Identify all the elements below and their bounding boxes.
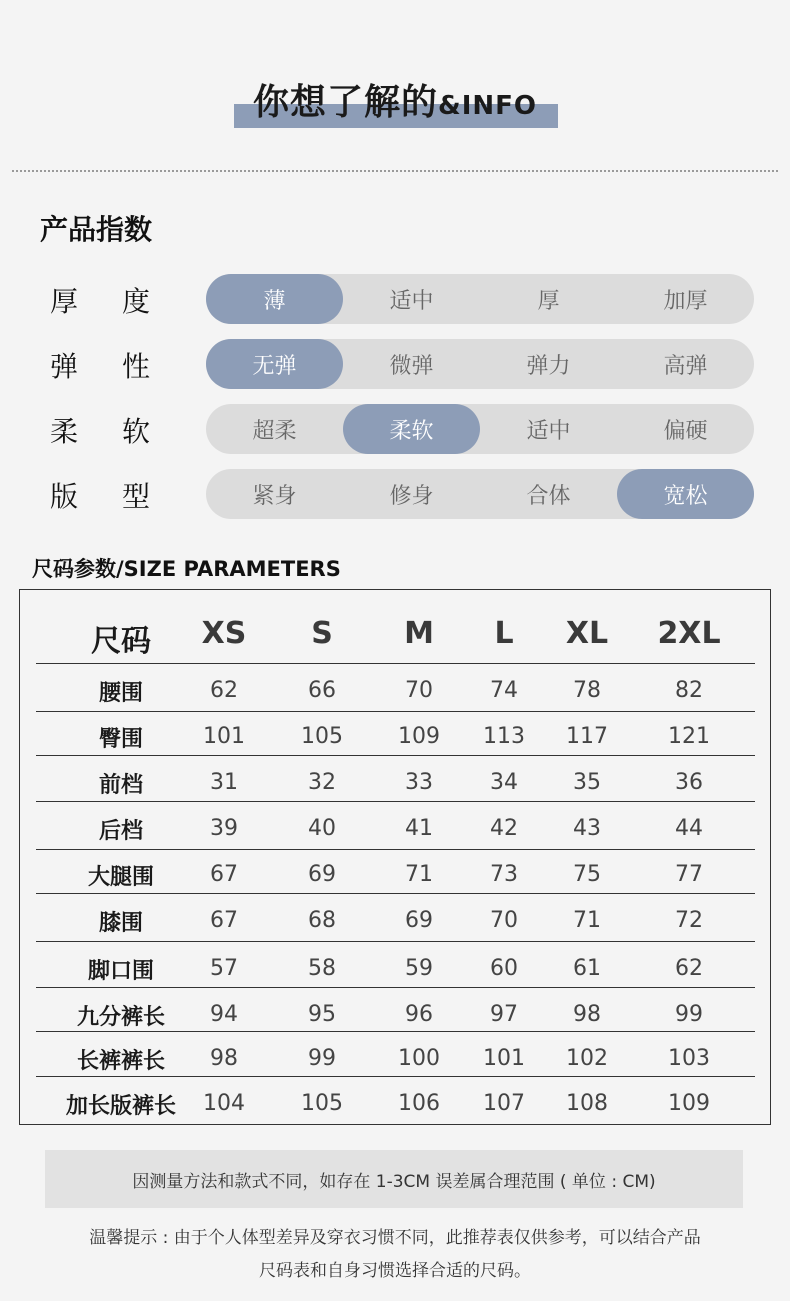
table-cell: 109 [668,1091,710,1116]
attribute-label-char: 软 [121,415,150,448]
table-cell: 67 [210,862,238,887]
table-row [36,942,755,988]
table-cell: 40 [308,816,336,841]
dotted-divider [12,170,778,172]
attribute-label [40,345,160,385]
table-cell: 99 [675,1002,703,1027]
size-header-label: 尺码 [91,624,151,659]
table-cell: 61 [573,956,601,981]
table-cell: 101 [203,724,245,749]
table-cell: 95 [308,1002,336,1027]
attribute-option: 偏硬 [663,418,708,444]
table-cell: 99 [308,1046,336,1071]
table-cell: 75 [573,862,601,887]
attribute-row [0,469,790,521]
page-title-en: &INFO [438,91,537,121]
table-cell: 36 [675,770,703,795]
page-title-cn: 你想了解的 [253,82,439,123]
attribute-row [0,274,790,326]
table-row [36,1077,755,1123]
attribute-option-selected: 柔软 [343,404,480,454]
table-row [36,664,755,712]
table-row [36,848,755,894]
table-cell: 43 [573,816,601,841]
attribute-option: 修身 [389,483,434,509]
page-title [0,74,790,125]
size-header-xl: XL [565,616,609,651]
table-cell: 103 [668,1046,710,1071]
table-cell: 70 [405,678,433,703]
table-cell: 42 [490,816,518,841]
table-cell: 82 [675,678,703,703]
row-label: 前档 [98,773,143,798]
attribute-option: 高弹 [663,353,708,379]
row-label: 大腿围 [87,865,154,890]
table-cell: 107 [483,1091,525,1116]
table-cell: 98 [210,1046,238,1071]
table-cell: 62 [675,956,703,981]
attribute-label-char: 柔 [50,415,79,448]
size-header-l: L [494,616,514,651]
table-cell: 60 [490,956,518,981]
attribute-option: 厚 [537,288,560,314]
attribute-option: 弹力 [526,353,571,379]
product-index-title: 产品指数 [40,213,153,246]
table-cell: 97 [490,1002,518,1027]
attribute-option: 紧身 [252,483,297,509]
attribute-scale [206,339,754,389]
attribute-option: 超柔 [252,418,297,444]
page-header [0,0,790,180]
attribute-row [0,404,790,456]
size-header-m: M [404,616,434,651]
attribute-option-selected: 无弹 [206,339,343,389]
table-cell: 74 [490,678,518,703]
table-cell: 73 [490,862,518,887]
table-cell: 108 [566,1091,608,1116]
row-label: 加长版裤长 [65,1094,176,1119]
size-header-xs: XS [201,616,247,651]
table-cell: 31 [210,770,238,795]
attribute-label [40,475,160,515]
table-cell: 77 [675,862,703,887]
row-label: 臀围 [98,727,143,752]
attribute-option: 微弹 [389,353,434,379]
table-row [36,1032,755,1077]
table-cell: 105 [301,724,343,749]
attribute-label-char: 弹 [50,350,79,383]
table-cell: 67 [210,908,238,933]
size-header-s: S [311,616,333,651]
table-cell: 104 [203,1091,245,1116]
table-cell: 94 [210,1002,238,1027]
table-cell: 98 [573,1002,601,1027]
row-label: 脚口围 [87,959,154,984]
attribute-option-selected: 薄 [206,274,343,324]
attribute-scale [206,274,754,324]
table-cell: 34 [490,770,518,795]
attribute-label [40,410,160,450]
table-cell: 66 [308,678,336,703]
row-label: 九分裤长 [76,1005,165,1030]
table-cell: 109 [398,724,440,749]
table-row [36,894,755,942]
table-cell: 113 [483,724,525,749]
table-cell: 78 [573,678,601,703]
attribute-option: 适中 [526,418,571,444]
table-row [36,756,755,802]
table-cell: 121 [668,724,710,749]
attribute-option: 合体 [526,483,571,509]
attribute-option: 适中 [389,288,434,314]
table-cell: 69 [405,908,433,933]
table-cell: 102 [566,1046,608,1071]
table-cell: 117 [566,724,608,749]
attribute-label-char: 度 [121,285,150,318]
table-cell: 70 [490,908,518,933]
table-cell: 32 [308,770,336,795]
attribute-scale [206,404,754,454]
table-cell: 35 [573,770,601,795]
table-cell: 41 [405,816,433,841]
measurement-note: 因测量方法和款式不同，如存在 1-3CM 误差属合理范围 ( 单位 : CM) [45,1150,743,1208]
attribute-option-selected: 宽松 [617,469,754,519]
tip-line-1: 温馨提示 : 由于个人体型差异及穿衣习惯不同，此推荐表仅供参考，可以结合产品 [89,1228,701,1248]
attribute-label [40,280,160,320]
table-row [36,710,755,756]
attribute-label-char: 性 [121,350,150,383]
attribute-option: 加厚 [663,288,708,314]
attribute-label-char: 厚 [50,285,79,318]
attribute-label-char: 型 [121,480,150,513]
table-cell: 101 [483,1046,525,1071]
size-header-2xl: 2XL [657,616,721,651]
row-label: 膝围 [98,911,143,936]
size-table-title: 尺码参数/SIZE PARAMETERS [32,557,341,581]
table-cell: 59 [405,956,433,981]
size-table-header [36,608,755,664]
attribute-row [0,339,790,391]
table-cell: 96 [405,1002,433,1027]
attribute-scale [206,469,754,519]
size-table [19,589,771,1125]
table-cell: 44 [675,816,703,841]
table-cell: 57 [210,956,238,981]
table-cell: 33 [405,770,433,795]
row-label: 后档 [98,819,143,844]
table-cell: 58 [308,956,336,981]
table-cell: 106 [398,1091,440,1116]
row-label: 腰围 [98,681,143,706]
table-cell: 72 [675,908,703,933]
attribute-label-char: 版 [50,480,79,513]
table-cell: 62 [210,678,238,703]
table-cell: 100 [398,1046,440,1071]
table-cell: 39 [210,816,238,841]
table-cell: 68 [308,908,336,933]
tip-line-2: 尺码表和自身习惯选择合适的尺码。 [259,1261,531,1281]
table-cell: 71 [573,908,601,933]
table-row [36,802,755,850]
row-label: 长裤裤长 [76,1049,165,1074]
table-cell: 71 [405,862,433,887]
table-cell: 69 [308,862,336,887]
table-row [36,988,755,1032]
table-cell: 105 [301,1091,343,1116]
